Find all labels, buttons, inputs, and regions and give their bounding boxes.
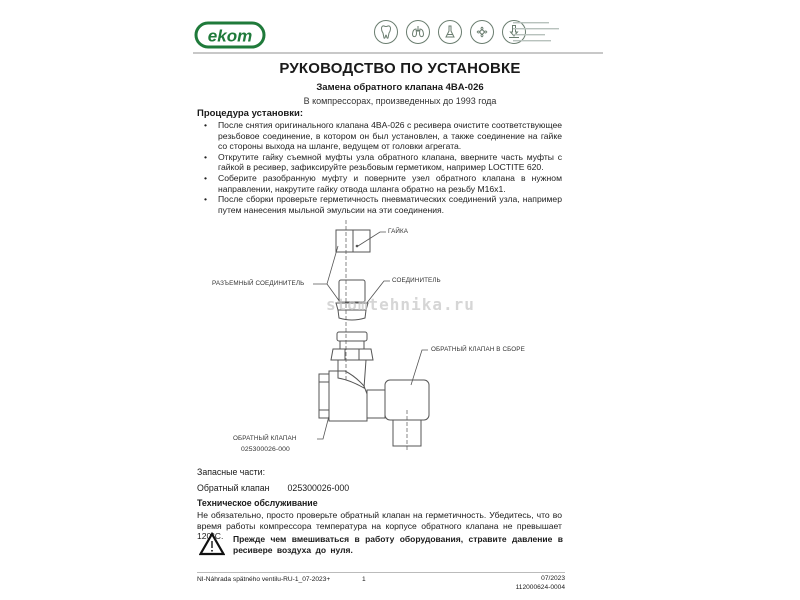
spare-part-name: Обратный клапан	[197, 483, 270, 493]
spare-parts-heading: Запасные части:	[197, 467, 266, 477]
procedure-step: • Открутите гайку съемной муфты узла обратного клапана, вверните часть муфты с гайкой в ресивер, зафиксируйте резьбовым герметиком, например LOCTITE 620.	[200, 152, 562, 173]
lab-flask-icon	[437, 19, 463, 45]
procedure-step: • Соберите разобранную муфту и поверните узел обратного клапана в нужном направлении, накрутите гайку отвода шланга обратно на резьбу M16x1.	[200, 173, 562, 194]
procedure-steps	[200, 120, 562, 215]
footer-date: 07/2023	[541, 575, 565, 582]
valve-drawing	[200, 210, 560, 465]
watermark: stomtehnika.ru	[326, 295, 475, 314]
warning-triangle-icon	[199, 532, 225, 556]
maintenance-heading: Техническое обслуживание	[197, 498, 318, 508]
leader-lines	[313, 232, 428, 439]
warning-text: Прежде чем вмешиваться в работу оборудования, стравите давление в ресивере воздуха до нуля.	[233, 534, 563, 555]
spare-part-row	[197, 483, 349, 494]
lower-connector-part	[331, 332, 373, 360]
footer-page-number: 1	[362, 576, 366, 583]
brand-name: ekom	[207, 26, 253, 46]
company-address-block	[513, 20, 573, 46]
page-title: РУКОВОДСТВО ПО УСТАНОВКЕ	[279, 60, 521, 77]
procedure-heading: Процедура установки:	[197, 108, 303, 119]
gear-flower-icon	[469, 19, 495, 45]
label-check-valve-pn: 025300026-000	[241, 446, 290, 453]
footer-doc-code: 112000624-0004	[515, 584, 565, 591]
nut-part	[336, 230, 370, 252]
valve-diagram	[200, 210, 560, 465]
page-subtitle: Замена обратного клапана 4BA-026	[316, 82, 484, 93]
lungs-icon	[405, 19, 431, 45]
address-lines	[513, 20, 573, 46]
footer-divider	[197, 572, 565, 573]
applicability-note: В компрессорах, произведенных до 1993 года	[303, 96, 497, 106]
tooth-icon	[373, 19, 399, 45]
label-check-valve: ОБРАТНЫЙ КЛАПАН	[233, 435, 297, 442]
footer-right	[480, 574, 565, 592]
check-valve-assembly	[385, 380, 429, 450]
spare-part-number: 025300026-000	[287, 483, 350, 493]
check-valve-body	[319, 360, 385, 421]
header-icons	[373, 19, 527, 45]
label-detachable-connector: РАЗЪЕМНЫЙ СОЕДИНИТЕЛЬ	[212, 280, 305, 287]
footer-doc-name: NI-Náhrada spätného ventilu-RU-1_07-2023+	[197, 576, 331, 583]
maintenance-text: Не обязательно, просто проверьте обратный клапан на герметичность. Убедитесь, что во время работы компрессора температура на корпусе обратного клапана не превышает 120°C.	[197, 510, 562, 541]
header-divider	[193, 52, 603, 54]
label-nut: ГАЙКА	[388, 228, 409, 235]
label-connector: СОЕДИНИТЕЛЬ	[392, 277, 441, 284]
procedure-step: • После снятия оригинального клапана 4BA-026 с ресивера очистите соответствующее резьбовое соединение, в котором он был установлен, а также соединение на гайке со стороны выхода на шланге, ведущем от головки агрегата.	[200, 120, 562, 152]
procedure-step: • После сборки проверьте герметичность пневматических соединений узла, например путем нанесения мыльной эмульсии на эти соединения.	[200, 194, 562, 215]
label-assembly: ОБРАТНЫЙ КЛАПАН В СБОРЕ	[431, 346, 525, 353]
ekom-logo	[194, 20, 266, 50]
